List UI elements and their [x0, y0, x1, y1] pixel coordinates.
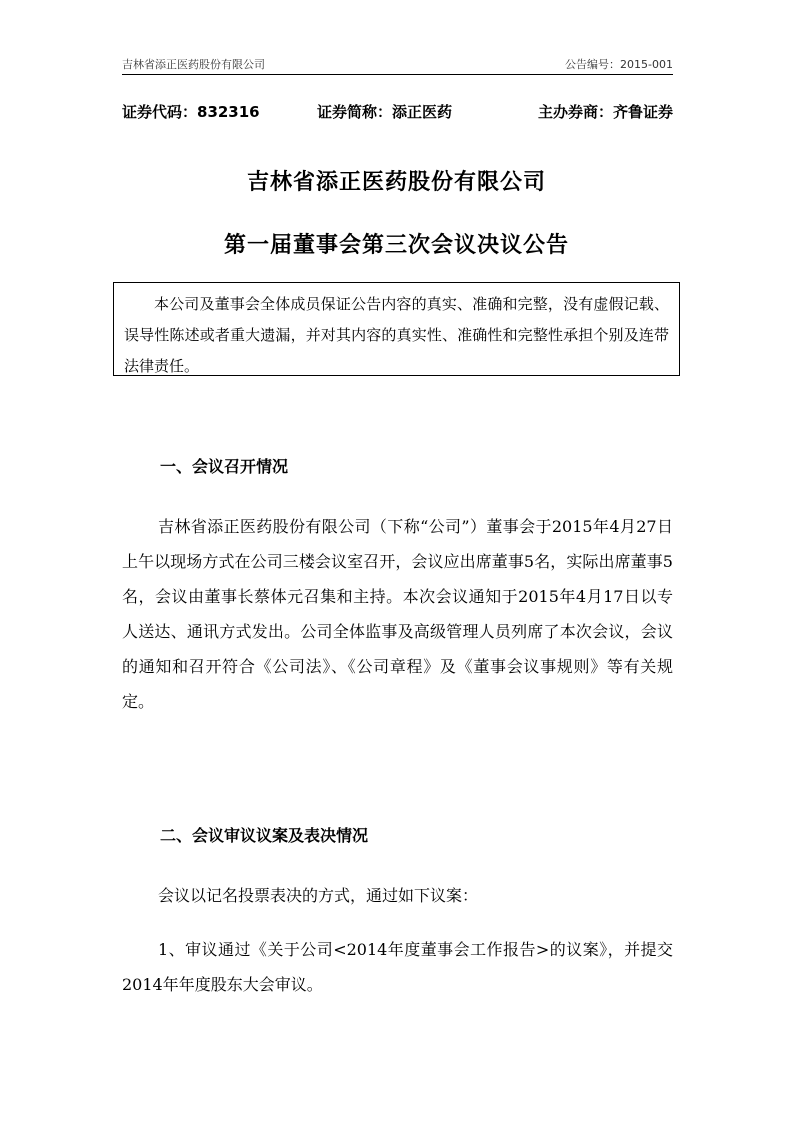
header-company-name: 吉林省添正医药股份有限公司	[122, 58, 265, 71]
disclaimer-text: 本公司及董事会全体成员保证公告内容的真实、准确和完整，没有虚假记载、误导性陈述或者重大遗漏，并对其内容的真实性、准确性和完整性承担个别及连带法律责任。	[124, 295, 669, 375]
header-announcement-number: 公告编号：2015-001	[565, 58, 673, 71]
section-heading-proposals: 二、会议审议议案及表决情况	[160, 826, 369, 845]
paragraph-meeting-details: 吉林省添正医药股份有限公司（下称“公司”）董事会于2015年4月27日上午以现场方式在公司三楼会议室召开，会议应出席董事5名，实际出席董事5名，会议由董事长蔡体元召集和主持。本次会议通知于2015年4月17日以专人送达、通讯方式发出。公司全体监事及高级管理人员列席了本次会议，会议的通知和召开符合《公司法》、《公司章程》及《董事会议事规则》等有关规定。	[122, 517, 673, 711]
securities-short-name: 证券简称：添正医药	[317, 103, 453, 121]
sponsoring-broker: 主办券商：齐鲁证券	[537, 103, 673, 121]
document-title-company: 吉林省添正医药股份有限公司	[246, 170, 546, 195]
securities-code: 证券代码：832316	[122, 103, 260, 121]
securities-info-line	[122, 101, 673, 123]
paragraph-voting-method: 会议以记名投票表决的方式，通过如下议案：	[158, 886, 479, 905]
paragraph-proposal-1: 1、审议通过《关于公司<2014年度董事会工作报告>的议案》，并提交2014年年度股东大会审议。	[122, 940, 673, 994]
running-header	[122, 56, 673, 75]
disclaimer-box	[113, 282, 680, 376]
document-title-resolution: 第一届董事会第三次会议决议公告	[223, 233, 569, 258]
section-heading-meeting-convened: 一、会议召开情况	[160, 457, 289, 476]
